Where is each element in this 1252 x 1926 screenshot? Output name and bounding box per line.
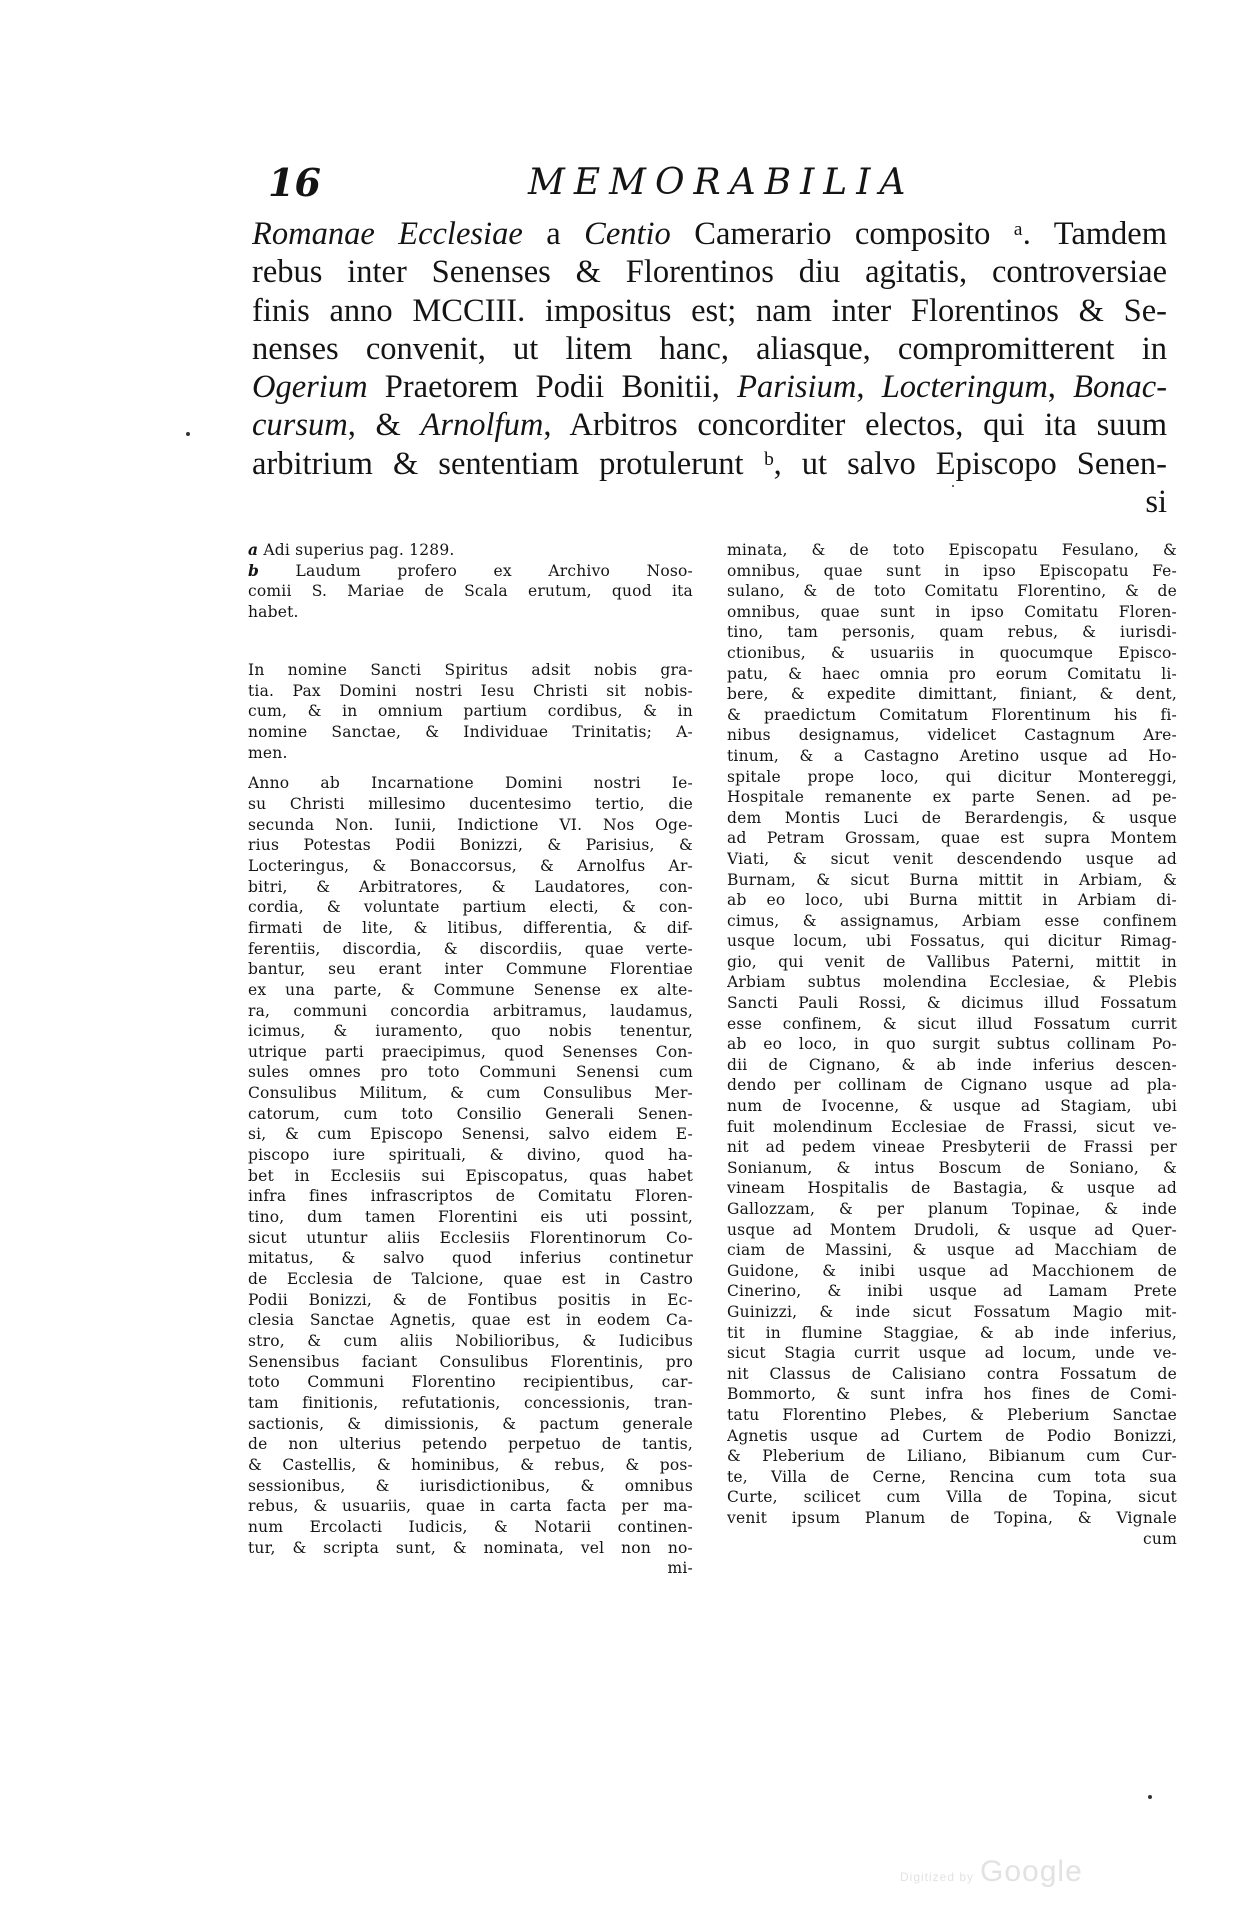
- charter-line: bet in Ecclesiis sui Episcopatus, quas habet: [248, 1166, 693, 1185]
- page-number: 16: [268, 160, 321, 205]
- charter-line: tino, dum tamen Florentini eis uti possint,: [248, 1208, 693, 1227]
- ink-speck: [952, 485, 954, 487]
- charter-line: si, & cum Episcopo Senensi, salvo eidem E-: [248, 1125, 693, 1144]
- charter-line: Gallozzam, & per planum Topinae, & inde: [727, 1200, 1177, 1218]
- charter-line: utrique parti praecipimus, quod Senenses Con-: [248, 1042, 693, 1061]
- charter-line: te, Villa de Cerne, Rencina cum tota sua: [727, 1467, 1177, 1486]
- charter-line: usque ad Montem Drudoli, & usque ad Quer-: [727, 1220, 1177, 1239]
- charter-line: dii de Cignano, & ab inde inferius descen-: [727, 1055, 1177, 1074]
- charter-line: Viati, & sicut venit descendendo usque ad: [727, 849, 1177, 868]
- charter-line: ra, communi concordia arbitramus, laudamus,: [248, 1001, 693, 1020]
- charter-left-column: [248, 660, 693, 1579]
- charter-line: tinum, & a Castagno Aretino usque ad Ho-: [727, 746, 1177, 765]
- charter-line: Curte, scilicet cum Villa de Topina, sicut: [727, 1488, 1177, 1507]
- charter-line: Bommorto, & sunt infra hos fines de Comi-: [727, 1385, 1177, 1404]
- charter-line: stro, & cum aliis Nobilioribus, & Iudicibus: [248, 1332, 693, 1350]
- charter-line: vineam Hospitalis de Bastagia, & usque ad: [727, 1179, 1177, 1198]
- charter-line: Agnetis usque ad Curtem de Podio Bonizzi,: [727, 1426, 1177, 1445]
- charter-line: num Ercolacti Iudicis, & Notarii continen-: [248, 1517, 693, 1536]
- charter-line: de Ecclesia de Talcione, quae est in Castro: [248, 1270, 693, 1289]
- charter-line: Consulibus Militum, & cum Consulibus Mer-: [248, 1084, 693, 1103]
- charter-line: ab eo loco, ubi Burna mittit in Arbiam di-: [727, 891, 1177, 910]
- charter-line: Hospitale remanente ex parte Senen. ad pe-: [727, 788, 1177, 807]
- charter-line: ad Petram Grossam, quae est supra Montem: [727, 829, 1177, 848]
- charter-line: tia. Pax Domini nostri Iesu Christi sit nobis-: [248, 681, 693, 700]
- charter-line: de non ulterius petendo perpetuo de tantis,: [248, 1435, 693, 1454]
- charter-line: dem Montis Luci de Berardengis, & usque: [727, 808, 1177, 827]
- charter-line: tur, & scripta sunt, & nominata, vel non no-: [248, 1538, 693, 1557]
- charter-line: sules omnes pro toto Communi Senensi cum: [248, 1063, 693, 1082]
- charter-line: ctionibus, & usuariis in quocumque Episco-: [727, 643, 1177, 662]
- charter-line: cum, & in omnium partium cordibus, & in: [248, 702, 693, 721]
- main-line: Ogerium Praetorem Podii Bonitii, Parisium, Locteringum, Bonac-: [252, 369, 1167, 406]
- charter-line: & praedictum Comitatum Florentinum his fi-: [727, 705, 1177, 724]
- charter-line: tam finitionis, refutationis, concessionis, tran-: [248, 1393, 693, 1412]
- charter-line: & Castellis, & hominibus, & rebus, & pos-: [248, 1455, 693, 1474]
- charter-line: bitri, & Arbitratores, & Laudatores, con-: [248, 877, 693, 896]
- charter-line: mi-: [667, 1559, 693, 1578]
- charter-line: bantur, seu erant inter Commune Florentiae: [248, 960, 693, 979]
- charter-line: clesia Sanctae Agnetis, quae est in eodem Ca-: [248, 1311, 693, 1330]
- charter-line: secunda Non. Iunii, Indictione VI. Nos Oge-: [248, 815, 693, 834]
- charter-line: sulano, & de toto Comitatu Florentino, & de: [727, 582, 1177, 601]
- charter-line: Guidone, & inibi usque ad Macchionem de: [727, 1261, 1177, 1280]
- charter-line: firmati de lite, & litibus, differentia, & dif-: [248, 918, 693, 937]
- charter-line: omnibus, quae sunt in ipso Episcopatu Fe-: [727, 561, 1177, 580]
- footnotes: [248, 540, 693, 622]
- charter-line: cum: [1143, 1529, 1177, 1548]
- charter-line: mitatus, & salvo quod inferius continetur: [248, 1249, 693, 1268]
- charter-line: men.: [248, 743, 288, 762]
- charter-line: omnibus, quae sunt in ipso Comitatu Floren-: [727, 602, 1177, 621]
- charter-line: ciam de Massini, & usque ad Macchiam de: [727, 1241, 1177, 1260]
- charter-line: spitale prope loco, qui dicitur Montereggi,: [727, 767, 1177, 786]
- charter-line: piscopo iure spirituali, & divino, quod ha-: [248, 1146, 693, 1165]
- charter-right-column: [727, 540, 1177, 1549]
- charter-line: sactionis, & dimissionis, & pactum generale: [248, 1414, 693, 1433]
- charter-line: icimus, & iuramento, quo nobis tenentur,: [248, 1022, 693, 1041]
- footnote-line: habet.: [248, 602, 299, 621]
- charter-line: su Christi millesimo ducentesimo tertio, die: [248, 794, 693, 813]
- charter-line: nomine Sanctae, & Individuae Trinitatis; A-: [248, 722, 693, 741]
- charter-line: fuit molendinum Ecclesiae de Frassi, sicut ve-: [727, 1117, 1177, 1136]
- charter-line: sicut utuntur aliis Ecclesiis Florentinorum Co-: [248, 1228, 693, 1247]
- running-title: MEMORABILIA: [528, 162, 915, 203]
- main-line: Romanae Ecclesiae a Centio Camerario composito ᵃ. Tamdem: [252, 216, 1167, 252]
- charter-line: toto Communi Florentino recipientibus, car-: [248, 1373, 693, 1392]
- footnote-line: comii S. Mariae de Scala erutum, quod ita: [248, 582, 693, 601]
- charter-line: rius Potestas Podii Bonizzi, & Parisius, &: [248, 836, 693, 855]
- charter-line: Podii Bonizzi, & de Fontibus positis in Ec-: [248, 1290, 693, 1309]
- charter-line: ferentiis, discordia, & discordiis, quae verte-: [248, 939, 693, 958]
- charter-line: Burnam, & sicut Burna mittit in Arbiam, &: [727, 870, 1177, 889]
- charter-line: venit ipsum Planum de Topina, & Vignale: [727, 1508, 1177, 1527]
- charter-line: Senensibus faciant Consulibus Florentinis, pro: [248, 1352, 693, 1371]
- charter-line: tit in flumine Staggiae, & ab inde inferius,: [727, 1323, 1177, 1342]
- charter-line: nibus designamus, videlicet Castagnum Are-: [727, 726, 1177, 745]
- charter-line: Guinizzi, & inde sicut Fossatum Magio mit-: [727, 1302, 1177, 1321]
- charter-line: Anno ab Incarnatione Domini nostri Ie-: [248, 774, 693, 793]
- charter-line: cordia, & voluntate partium electi, & con-: [248, 898, 693, 917]
- charter-line: Arbiam subtus molendina Ecclesiae, & Plebis: [727, 973, 1177, 992]
- charter-line: tatu Florentino Plebes, & Pleberium Sanctae: [727, 1405, 1177, 1424]
- charter-line: minata, & de toto Episcopatu Fesulano, &: [727, 541, 1177, 559]
- ink-speck: [1148, 1795, 1152, 1799]
- page-header: [250, 160, 1170, 210]
- charter-line: ab eo loco, in quo surgit subtus collinam Po-: [727, 1035, 1177, 1054]
- charter-line: sicut Stagia currit usque ad locum, unde ve-: [727, 1344, 1177, 1363]
- charter-line: catorum, cum toto Consilio Generali Senen-: [248, 1104, 693, 1123]
- main-line: nenses convenit, ut litem hanc, aliasque, compromitterent in: [252, 330, 1167, 367]
- charter-line: dendo per collinam de Cignano usque ad pla-: [727, 1076, 1177, 1095]
- charter-line: cimus, & assignamus, Arbiam esse confinem: [727, 911, 1177, 930]
- charter-line: num de Ivocenne, & usque ad Stagiam, ubi: [727, 1097, 1177, 1116]
- charter-line: In nomine Sancti Spiritus adsit nobis gra-: [248, 661, 693, 679]
- charter-line: patu, & haec omnia pro eorum Comitatu li-: [727, 664, 1177, 683]
- charter-line: bere, & expedite dimittant, finiant, & dent,: [727, 685, 1177, 704]
- charter-line: gio, qui venit de Vallibus Paterni, mittit in: [727, 952, 1177, 971]
- main-line: arbitrium & sententiam protulerunt ᵇ, ut salvo Episcopo Senen-: [252, 445, 1167, 482]
- charter-line: Sonianum, & intus Boscum de Soniano, &: [727, 1158, 1177, 1177]
- main-line: si: [1145, 484, 1167, 521]
- main-line: cursum, & Arnolfum, Arbitros concorditer electos, qui ita suum: [252, 407, 1167, 444]
- watermark-prefix: Digitized by: [900, 1870, 975, 1884]
- charter-line: Sancti Pauli Rossi, & dicimus illud Fossatum: [727, 994, 1177, 1013]
- main-paragraph: [252, 215, 1167, 521]
- main-line: rebus inter Senenses & Florentinos diu agitatis, controversiae: [252, 254, 1167, 291]
- charter-line: Cinerino, & inibi usque ad Lamam Prete: [727, 1282, 1177, 1301]
- charter-line: esse confinem, & sicut illud Fossatum currit: [727, 1014, 1177, 1033]
- digitized-watermark: [900, 1855, 1083, 1889]
- charter-line: & Pleberium de Liliano, Bibianum cum Cur-: [727, 1447, 1177, 1466]
- charter-line: tino, tam personis, quam rebus, & iurisdi-: [727, 623, 1177, 642]
- charter-line: usque locum, ubi Fossatus, qui dicitur Rimag-: [727, 932, 1177, 951]
- main-line: finis anno MCCIII. impositus est; nam inter Florentinos & Se-: [252, 292, 1167, 329]
- charter-line: nit ad pedem vineae Presbyterii de Frassi per: [727, 1138, 1177, 1157]
- ink-speck: [186, 432, 190, 436]
- charter-line: Locteringus, & Bonaccorsus, & Arnolfus Ar-: [248, 856, 693, 875]
- footnote-line: a Adi superius pag. 1289.: [248, 540, 455, 559]
- charter-line: rebus, & usuariis, quae in carta facta per ma-: [248, 1497, 693, 1516]
- footnote-line: b Laudum profero ex Archivo Noso-: [248, 560, 693, 580]
- charter-line: infra fines infrascriptos de Comitatu Floren-: [248, 1187, 693, 1206]
- charter-line: nit Classus de Calisiano contra Fossatum de: [727, 1364, 1177, 1383]
- charter-line: ex una parte, & Commune Senense ex alte-: [248, 980, 693, 999]
- watermark-brand: Google: [980, 1855, 1083, 1888]
- charter-line: sessionibus, & iurisdictionibus, & omnibus: [248, 1476, 693, 1495]
